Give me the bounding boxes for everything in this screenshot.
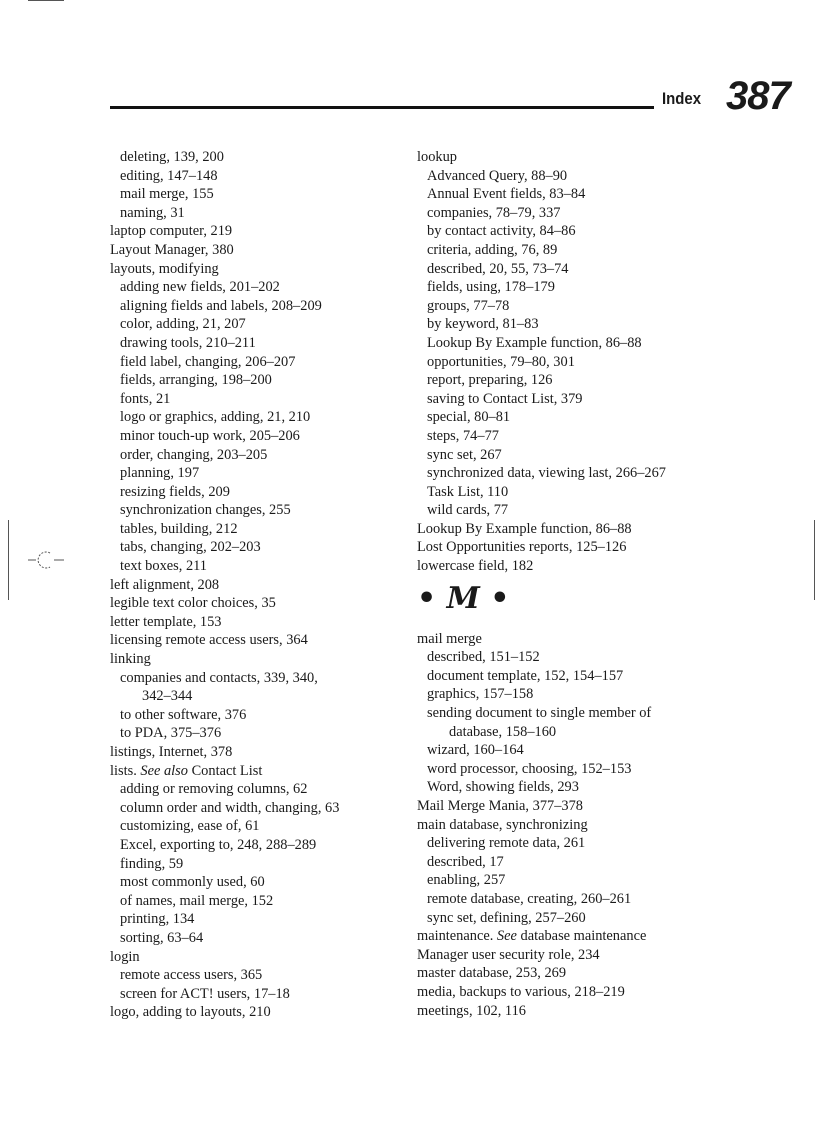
index-entry: Manager user security role, 234 [417, 946, 600, 963]
page-number: 387 [726, 74, 790, 118]
index-subentry: Excel, exporting to, 248, 288–289 [120, 836, 317, 853]
index-subentry: report, preparing, 126 [427, 372, 553, 389]
index-subentry: to other software, 376 [120, 706, 247, 723]
crop-mark-top [28, 0, 64, 1]
index-entry: lists. See also Contact List [110, 762, 263, 779]
index-subentry: planning, 197 [120, 465, 200, 482]
cross-reference: See [496, 928, 517, 945]
index-entry: maintenance. See database maintenance [417, 928, 647, 945]
index-subentry: Lookup By Example function, 86–88 [427, 334, 642, 351]
index-entry: lookup [417, 149, 457, 165]
crop-mark-right [814, 520, 815, 600]
index-subentry: order, changing, 203–205 [120, 446, 268, 463]
index-entry: mail merge [417, 630, 482, 647]
index-subentry: enabling, 257 [427, 872, 506, 889]
index-subentry: described, 151–152 [427, 649, 540, 666]
index-subentry: sorting, 63–64 [120, 929, 204, 946]
index-entry: left alignment, 208 [110, 576, 220, 593]
index-subentry: wizard, 160–164 [427, 742, 524, 759]
index-entry: listings, Internet, 378 [110, 744, 233, 760]
index-subentry: criteria, adding, 76, 89 [427, 241, 558, 258]
cross-reference: See also [140, 762, 188, 779]
index-subentry: sync set, 267 [427, 446, 502, 463]
header-rule [110, 106, 654, 109]
index-entry: laptop computer, 219 [110, 223, 233, 240]
index-subentry: by keyword, 81–83 [427, 316, 539, 333]
index-column-right [417, 148, 727, 1020]
index-subentry: delivering remote data, 261 [427, 835, 586, 852]
index-subentry: word processor, choosing, 152–153 [427, 760, 632, 777]
section-heading-m: • M • [417, 580, 510, 616]
index-subentry: described, 17 [427, 853, 504, 870]
running-header: Index [662, 89, 702, 108]
index-subentry: graphics, 157–158 [427, 686, 534, 703]
index-subentry: sending document to single member of [427, 705, 652, 722]
index-subentry: fields, arranging, 198–200 [120, 372, 272, 389]
index-subentry: editing, 147–148 [120, 167, 218, 184]
index-subentry: aligning fields and labels, 208–209 [120, 297, 322, 314]
index-entry-continuation: 342–344 [142, 688, 193, 705]
index-subentry: saving to Contact List, 379 [427, 390, 583, 407]
index-entry: Layout Manager, 380 [110, 241, 234, 258]
index-entry-continuation: database, 158–160 [449, 723, 557, 740]
index-subentry: logo or graphics, adding, 21, 210 [120, 409, 311, 426]
index-subentry: companies and contacts, 339, 340, [120, 669, 318, 686]
index-entry: licensing remote access users, 364 [110, 632, 308, 649]
index-subentry: synchronization changes, 255 [120, 502, 291, 519]
index-subentry: text boxes, 211 [120, 558, 207, 575]
index-subentry: field label, changing, 206–207 [120, 353, 296, 370]
index-subentry: fields, using, 178–179 [427, 279, 555, 296]
index-subentry: minor touch-up work, 205–206 [120, 427, 300, 444]
index-subentry: document template, 152, 154–157 [427, 667, 624, 684]
index-subentry: sync set, defining, 257–260 [427, 909, 586, 926]
registration-mark-icon [28, 548, 64, 572]
index-subentry: Word, showing fields, 293 [427, 779, 579, 796]
index-entry: main database, synchronizing [417, 816, 588, 833]
index-subentry: Annual Event fields, 83–84 [427, 186, 586, 203]
index-subentry: most commonly used, 60 [120, 874, 265, 891]
index-entry: letter template, 153 [110, 613, 222, 630]
index-subentry: of names, mail merge, 152 [120, 892, 274, 909]
index-subentry: drawing tools, 210–211 [120, 334, 256, 351]
index-subentry: steps, 74–77 [427, 427, 499, 444]
index-subentry: by contact activity, 84–86 [427, 223, 576, 240]
index-subentry: tabs, changing, 202–203 [120, 539, 261, 556]
index-subentry: to PDA, 375–376 [120, 725, 222, 742]
index-entry: layouts, modifying [110, 260, 219, 277]
index-subentry: customizing, ease of, 61 [120, 818, 260, 835]
index-subentry: remote database, creating, 260–261 [427, 890, 632, 907]
index-entry: media, backups to various, 218–219 [417, 983, 625, 1000]
index-subentry: finding, 59 [120, 855, 184, 872]
index-subentry: special, 80–81 [427, 409, 511, 426]
index-subentry: resizing fields, 209 [120, 483, 230, 500]
index-subentry: color, adding, 21, 207 [120, 316, 246, 333]
index-subentry: adding or removing columns, 62 [120, 781, 308, 798]
index-group-m [417, 630, 727, 1020]
index-subentry: opportunities, 79–80, 301 [427, 353, 575, 370]
index-subentry: mail merge, 155 [120, 186, 214, 203]
index-subentry: Advanced Query, 88–90 [427, 167, 568, 184]
index-subentry: adding new fields, 201–202 [120, 279, 280, 296]
index-subentry: remote access users, 365 [120, 967, 263, 984]
index-subentry: Task List, 110 [427, 483, 509, 500]
index-subentry: companies, 78–79, 337 [427, 204, 561, 221]
index-entry: linking [110, 651, 151, 668]
index-subentry: screen for ACT! users, 17–18 [120, 985, 290, 1002]
index-entry: Lookup By Example function, 86–88 [417, 520, 632, 537]
index-entry: lowercase field, 182 [417, 558, 534, 575]
index-entry: meetings, 102, 116 [417, 1002, 526, 1019]
index-entry: Lost Opportunities reports, 125–126 [417, 539, 627, 556]
index-subentry: tables, building, 212 [120, 520, 238, 537]
index-subentry: fonts, 21 [120, 390, 171, 407]
crop-mark-left [8, 520, 9, 600]
index-subentry: deleting, 139, 200 [120, 149, 224, 165]
index-subentry: column order and width, changing, 63 [120, 799, 340, 816]
index-group-l-continued [417, 148, 727, 576]
index-entry: legible text color choices, 35 [110, 595, 276, 612]
index-column-left [110, 148, 400, 1022]
index-subentry: printing, 134 [120, 911, 195, 928]
index-subentry: groups, 77–78 [427, 297, 510, 314]
index-entry: login [110, 948, 140, 965]
index-entry: Mail Merge Mania, 377–378 [417, 798, 583, 814]
index-subentry: naming, 31 [120, 204, 185, 221]
index-subentry: described, 20, 55, 73–74 [427, 260, 569, 277]
index-entry: master database, 253, 269 [417, 965, 567, 982]
index-entry: logo, adding to layouts, 210 [110, 1004, 271, 1021]
index-subentry: wild cards, 77 [427, 502, 509, 519]
index-subentry: synchronized data, viewing last, 266–267 [427, 465, 666, 482]
